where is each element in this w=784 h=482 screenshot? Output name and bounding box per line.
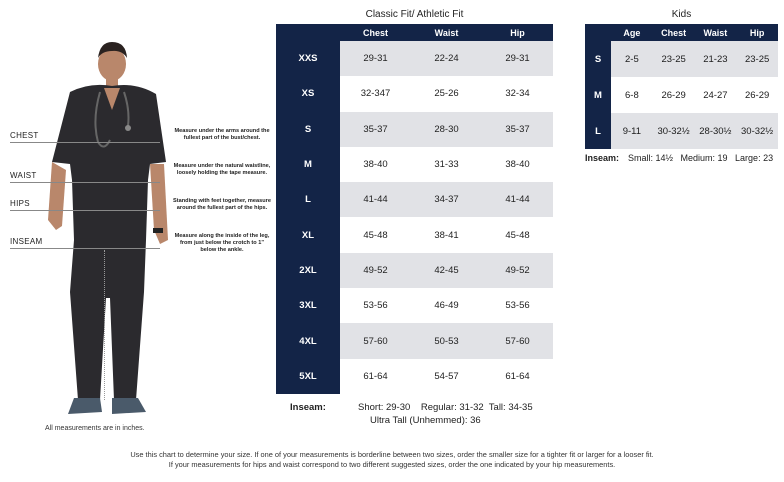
table-row (585, 77, 778, 113)
size-cell: L (276, 182, 340, 217)
waist-cell: 42-45 (434, 264, 459, 276)
kids-size-table (585, 24, 778, 149)
inseam-guide (104, 250, 105, 400)
hip-cell: 57-60 (505, 335, 530, 347)
adult-inseam-values: Short: 29-30 Regular: 31-32 Tall: 34-35 (358, 402, 533, 413)
hip-cell: 45-48 (505, 229, 530, 241)
adult-size-table (276, 24, 553, 394)
adult-rows (276, 41, 553, 394)
kids-table-title: Kids (671, 9, 692, 20)
waist-cell: 22-24 (434, 53, 459, 65)
table-row (276, 323, 553, 358)
hip-cell: 23-25 (744, 53, 770, 65)
person-illustration (0, 30, 180, 430)
waist-cell: 28-30 (434, 123, 459, 135)
kids-inseam-label: Inseam: (585, 153, 620, 163)
chest-cell: 61-64 (363, 370, 388, 382)
hip-cell: 26-29 (744, 89, 770, 101)
footnote-line-1: Use this chart to determine your size. If one of your measurements is borderline between two sizes, order the smaller size for a tighter fit or larger for a looser fit. (130, 450, 654, 459)
note-chest: Measure under the arms around the fullest part of the bust/chest. (174, 128, 270, 141)
hip-cell: 61-64 (505, 370, 530, 382)
table-row (276, 359, 553, 394)
adult-header-chest: Chest (362, 27, 388, 38)
size-cell: 4XL (276, 323, 340, 358)
size-cell: XS (276, 76, 340, 111)
waist-cell: 25-26 (434, 88, 459, 100)
kids-header-age: Age (623, 27, 641, 38)
hip-cell: 38-40 (505, 159, 530, 171)
adult-inseam-label: Inseam: (290, 402, 326, 413)
waist-cell: 28-30½ (699, 125, 732, 137)
hip-cell: 29-31 (505, 53, 530, 65)
model-figure (0, 30, 180, 430)
table-row (276, 217, 553, 252)
chest-cell: 53-56 (363, 300, 388, 312)
age-cell: 2-5 (625, 53, 639, 65)
size-cell: XXS (276, 41, 340, 76)
size-cell: S (585, 41, 611, 77)
chest-line (10, 142, 160, 143)
size-cell: L (585, 113, 611, 149)
table-row (276, 147, 553, 182)
hip-cell: 35-37 (505, 123, 530, 135)
hips-label: HIPS (10, 199, 30, 208)
age-cell: 6-8 (625, 89, 639, 101)
chest-cell: 57-60 (363, 335, 388, 347)
figure-caption: All measurements are in inches. (45, 425, 145, 432)
table-row (276, 76, 553, 111)
size-cell: M (585, 77, 611, 113)
kids-inseam-values: Small: 14½ Medium: 19 Large: 23 (628, 153, 774, 163)
waist-cell: 46-49 (434, 300, 459, 312)
footnote-line-2: If your measurements for hips and waist correspond to two different suggested sizes, order the one indicated by your hip measurements. (168, 460, 616, 469)
size-cell: S (276, 112, 340, 147)
waist-line (10, 182, 160, 183)
adult-header-waist: Waist (434, 27, 459, 38)
chest-cell: 26-29 (661, 89, 686, 101)
waist-cell: 24-27 (703, 89, 728, 101)
note-waist: Measure under the natural waistline, loosely holding the tape measure. (173, 163, 271, 176)
table-row (276, 253, 553, 288)
table-row (276, 182, 553, 217)
hips-line (10, 210, 160, 211)
waist-cell: 34-37 (434, 194, 459, 206)
waist-cell: 21-23 (703, 53, 728, 65)
chest-cell: 23-25 (661, 53, 686, 65)
waist-cell: 31-33 (434, 159, 459, 171)
kids-header-waist: Waist (703, 27, 728, 38)
kids-header-chest: Chest (661, 27, 687, 38)
hip-cell: 32-34 (505, 88, 530, 100)
size-cell: M (276, 147, 340, 182)
table-row (585, 113, 778, 149)
hip-cell: 53-56 (505, 300, 530, 312)
size-cell: 5XL (276, 359, 340, 394)
chest-cell: 45-48 (363, 229, 388, 241)
adult-inseam-ultra-tall: Ultra Tall (Unhemmed): 36 (370, 415, 481, 426)
table-row (276, 288, 553, 323)
size-cell: XL (276, 217, 340, 252)
age-cell: 9-11 (622, 125, 642, 137)
waist-cell: 50-53 (434, 335, 459, 347)
inseam-label: INSEAM (10, 237, 43, 246)
inseam-line (10, 248, 160, 249)
table-row (276, 41, 553, 76)
kids-header-row (585, 24, 778, 41)
table-row (276, 112, 553, 147)
kids-rows (585, 41, 778, 149)
hip-cell: 41-44 (505, 194, 530, 206)
kids-header-hip: Hip (749, 27, 765, 38)
note-inseam: Measure along the inside of the leg, from just below the crotch to 1" below the ankle. (174, 233, 270, 253)
chest-cell: 29-31 (363, 53, 388, 65)
note-hips: Standing with feet together, measure around the fullest part of the hips. (173, 198, 271, 211)
waist-cell: 54-57 (434, 370, 459, 382)
size-cell: 2XL (276, 253, 340, 288)
chest-cell: 41-44 (363, 194, 388, 206)
adult-header-row (276, 24, 553, 41)
size-cell: 3XL (276, 288, 340, 323)
waist-label: WAIST (10, 171, 37, 180)
adult-header-hip: Hip (510, 27, 525, 38)
chest-cell: 38-40 (363, 159, 388, 171)
hip-cell: 49-52 (505, 264, 530, 276)
chest-cell: 35-37 (363, 123, 388, 135)
adult-table-title: Classic Fit/ Athletic Fit (365, 9, 464, 20)
waist-cell: 38-41 (434, 229, 459, 241)
hip-cell: 30-32½ (741, 125, 774, 137)
chest-cell: 32-347 (360, 88, 391, 100)
table-row (585, 41, 778, 77)
chest-label: CHEST (10, 131, 39, 140)
chest-cell: 49-52 (363, 264, 388, 276)
chest-cell: 30-32½ (657, 125, 690, 137)
